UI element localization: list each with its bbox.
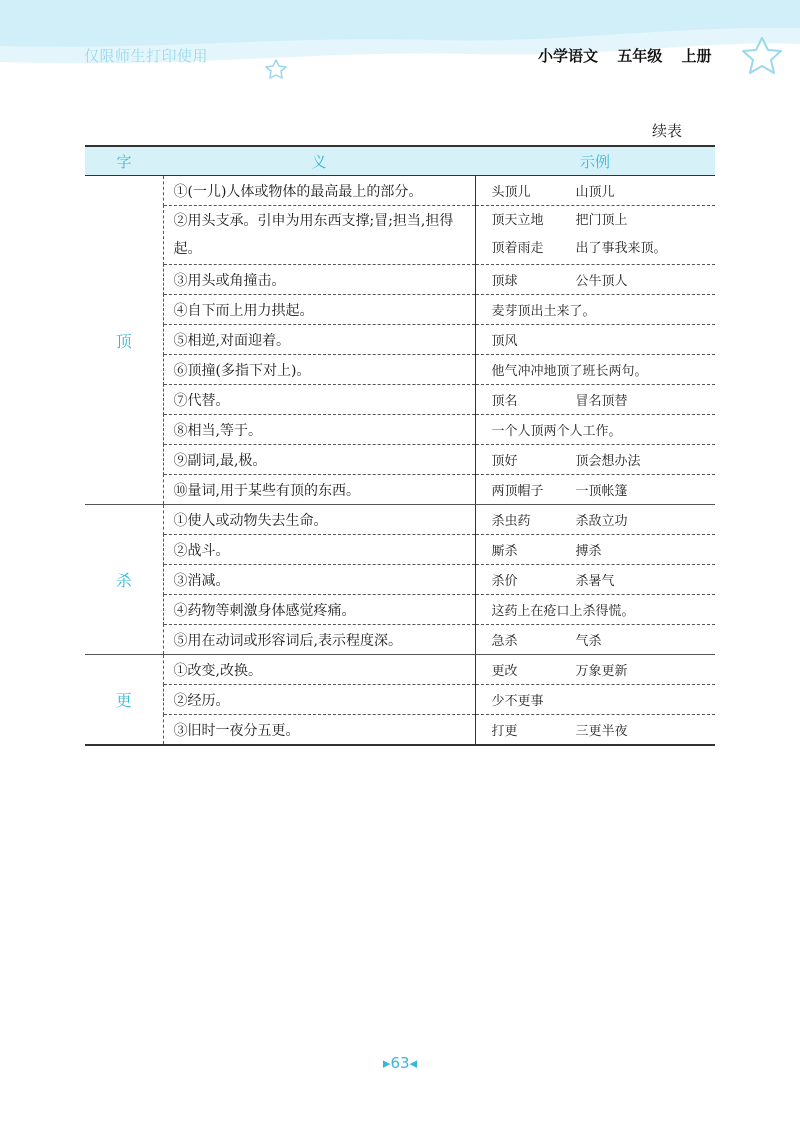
example-phrase: 顶好 bbox=[491, 454, 518, 469]
table-row bbox=[85, 176, 715, 206]
example-phrase: 三更半夜 bbox=[575, 724, 628, 739]
example-phrase: 厮杀 bbox=[491, 544, 518, 559]
example-cell bbox=[475, 535, 715, 565]
example-phrase: 这药上在疮口上杀得慌。 bbox=[491, 604, 635, 619]
example-cell bbox=[475, 625, 715, 655]
example-cell bbox=[475, 176, 715, 206]
definition-cell: ⑥顶撞(多指下对上)。 bbox=[163, 355, 475, 385]
page-marker-left-icon: ▸ bbox=[382, 1054, 391, 1072]
example-phrase: 一顶帐篷 bbox=[575, 484, 628, 499]
example-cell bbox=[475, 655, 715, 685]
definition-cell: ①(一儿)人体或物体的最高最上的部分。 bbox=[163, 176, 475, 206]
header-banner bbox=[0, 0, 800, 84]
volume-label: 上册 bbox=[681, 47, 712, 65]
example-phrase: 搏杀 bbox=[575, 544, 602, 559]
header-char: 字 bbox=[85, 146, 163, 176]
example-phrase: 出了事我来顶。 bbox=[575, 241, 667, 256]
table-row bbox=[85, 475, 715, 505]
definition-cell: ④自下而上用力拱起。 bbox=[163, 295, 475, 325]
table-body bbox=[85, 176, 715, 746]
table-row bbox=[85, 685, 715, 715]
header-meaning: 义 bbox=[163, 146, 475, 176]
table-row bbox=[85, 385, 715, 415]
continued-label: 续表 bbox=[651, 122, 682, 140]
table-row bbox=[85, 295, 715, 325]
example-phrase: 顶名 bbox=[491, 394, 518, 409]
example-phrase: 把门顶上 bbox=[575, 213, 628, 228]
small-star-decoration-icon bbox=[266, 60, 286, 78]
example-phrase: 更改 bbox=[491, 664, 518, 679]
example-phrase: 杀价 bbox=[491, 574, 518, 589]
example-cell bbox=[475, 295, 715, 325]
example-phrase: 头顶儿 bbox=[491, 185, 531, 200]
example-phrase: 杀暑气 bbox=[575, 574, 615, 589]
table-row bbox=[85, 325, 715, 355]
table-row bbox=[85, 565, 715, 595]
page-number-value: 63 bbox=[390, 1054, 410, 1072]
definition-cell: ③旧时一夜分五更。 bbox=[163, 715, 475, 746]
table-row bbox=[85, 655, 715, 685]
definition-cell: ④药物等刺激身体感觉疼痛。 bbox=[163, 595, 475, 625]
example-phrase: 气杀 bbox=[575, 634, 602, 649]
page-marker-right-icon: ◂ bbox=[409, 1054, 418, 1072]
example-cell bbox=[475, 385, 715, 415]
definition-cell: ⑤用在动词或形容词后,表示程度深。 bbox=[163, 625, 475, 655]
definition-cell: ③用头或角撞击。 bbox=[163, 265, 475, 295]
table-header-row bbox=[85, 146, 715, 176]
example-cell bbox=[475, 445, 715, 475]
example-phrase: 冒名顶替 bbox=[575, 394, 628, 409]
subject-label: 小学语文 bbox=[538, 47, 599, 65]
grade-label: 五年级 bbox=[617, 47, 663, 65]
definition-cell: ⑩量词,用于某些有顶的东西。 bbox=[163, 475, 475, 505]
table-row bbox=[85, 535, 715, 565]
example-phrase: 打更 bbox=[491, 724, 518, 739]
book-info bbox=[538, 45, 712, 66]
example-phrase: 少不更事 bbox=[491, 694, 544, 709]
example-cell bbox=[475, 595, 715, 625]
definition-cell: ⑧相当,等于。 bbox=[163, 415, 475, 445]
definition-cell: ⑨副词,最,极。 bbox=[163, 445, 475, 475]
definition-cell: ①改变,改换。 bbox=[163, 655, 475, 685]
header-example: 示例 bbox=[475, 146, 715, 176]
example-phrase: 麦芽顶出土来了。 bbox=[491, 304, 596, 319]
example-phrase: 顶会想办法 bbox=[575, 454, 641, 469]
example-cell bbox=[475, 325, 715, 355]
example-phrase: 他气冲冲地顶了班长两句。 bbox=[491, 364, 648, 379]
table-row bbox=[85, 595, 715, 625]
page-number bbox=[375, 1054, 425, 1072]
definition-cell: ②战斗。 bbox=[163, 535, 475, 565]
example-cell bbox=[475, 475, 715, 505]
table-row bbox=[85, 206, 715, 265]
table-row bbox=[85, 355, 715, 385]
definition-cell: ②用头支承。引申为用东西支撑;冒;担当,担得起。 bbox=[163, 206, 475, 265]
char-cell: 顶 bbox=[85, 176, 163, 505]
example-phrase: 万象更新 bbox=[575, 664, 628, 679]
definition-cell: ⑦代替。 bbox=[163, 385, 475, 415]
example-phrase: 一个人顶两个人工作。 bbox=[491, 424, 622, 439]
example-phrase: 杀敌立功 bbox=[575, 514, 628, 529]
example-cell bbox=[475, 206, 715, 265]
table-row bbox=[85, 625, 715, 655]
example-phrase: 两顶帽子 bbox=[491, 484, 544, 499]
example-phrase: 顶风 bbox=[491, 334, 518, 349]
watermark-text: 仅限师生打印使用 bbox=[84, 47, 209, 65]
table-row bbox=[85, 715, 715, 746]
definition-cell: ①使人或动物失去生命。 bbox=[163, 505, 475, 535]
example-phrase: 公牛顶人 bbox=[575, 274, 628, 289]
example-phrase: 杀虫药 bbox=[491, 514, 531, 529]
example-phrase: 顶着雨走 bbox=[491, 241, 544, 256]
char-cell: 更 bbox=[85, 655, 163, 746]
example-cell bbox=[475, 505, 715, 535]
table-row bbox=[85, 265, 715, 295]
example-cell bbox=[475, 415, 715, 445]
example-phrase: 顶球 bbox=[491, 274, 518, 289]
example-phrase: 急杀 bbox=[491, 634, 518, 649]
definition-cell: ⑤相逆,对面迎着。 bbox=[163, 325, 475, 355]
definition-cell: ③消减。 bbox=[163, 565, 475, 595]
table-row bbox=[85, 505, 715, 535]
example-phrase: 顶天立地 bbox=[491, 213, 544, 228]
example-phrase: 山顶儿 bbox=[575, 185, 615, 200]
table-row bbox=[85, 415, 715, 445]
definition-cell: ②经历。 bbox=[163, 685, 475, 715]
table-row bbox=[85, 445, 715, 475]
example-cell bbox=[475, 565, 715, 595]
example-cell bbox=[475, 715, 715, 746]
example-cell bbox=[475, 685, 715, 715]
definition-table bbox=[85, 145, 715, 746]
char-cell: 杀 bbox=[85, 505, 163, 655]
example-cell bbox=[475, 355, 715, 385]
example-cell bbox=[475, 265, 715, 295]
